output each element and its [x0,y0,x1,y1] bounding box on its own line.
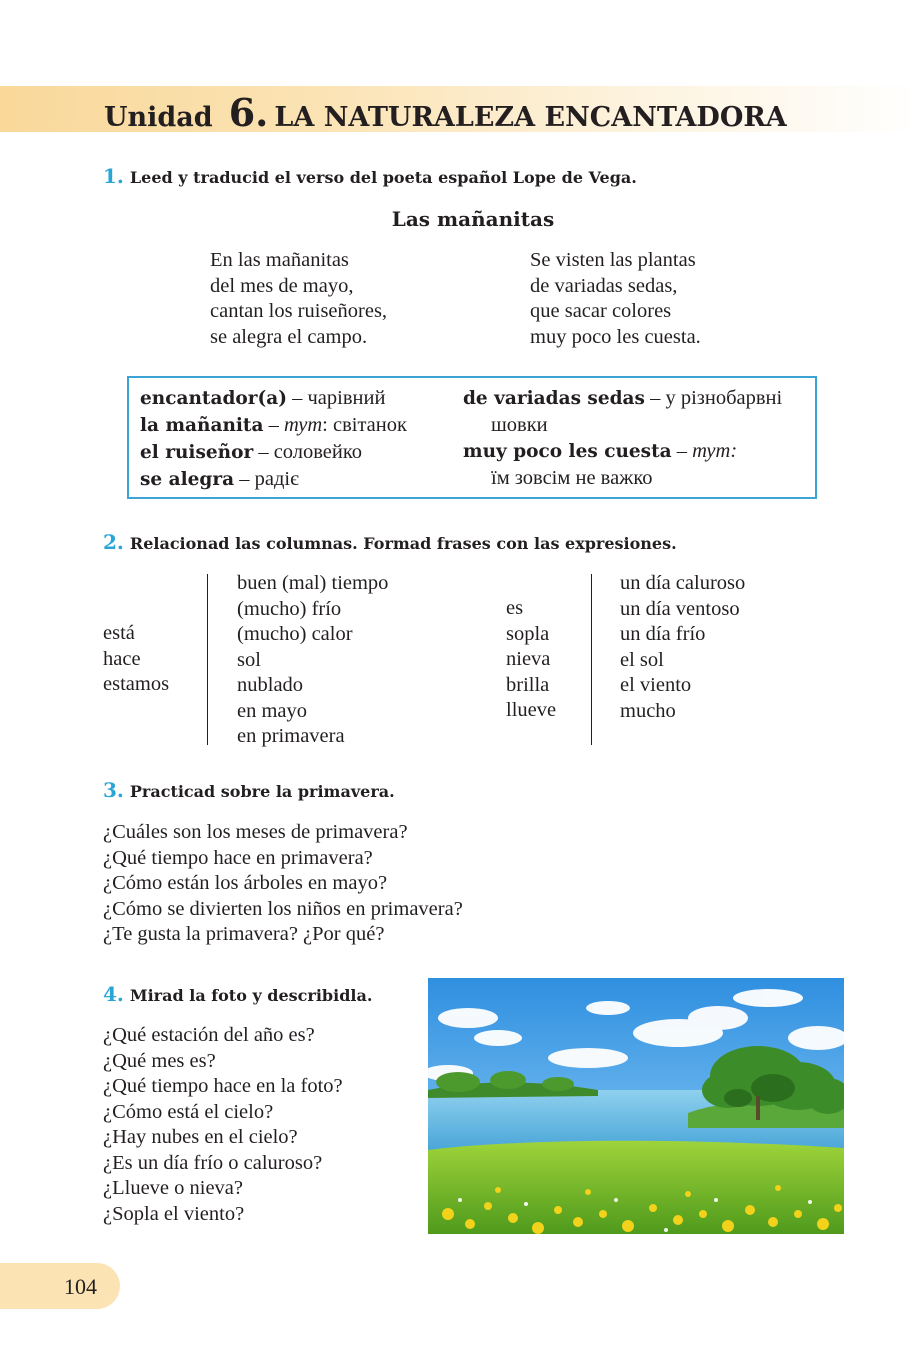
column-item: un día frío [620,623,706,645]
column-item: un día caluroso [620,572,746,594]
column-item: brilla [506,673,550,696]
task-4-heading [103,984,372,1006]
column-item: en mayo [237,699,308,722]
task-2-heading [103,532,677,554]
column-verbs-2 [506,596,556,724]
poem-line: del mes de mayo, [210,274,354,297]
spring-landscape-photo [428,978,844,1234]
column-item: está [103,622,135,644]
column-item: es [506,597,524,619]
vocab-entry: їм зовсім не важко [491,467,653,489]
column-verbs-1 [103,621,169,698]
column-expressions-1 [237,571,388,750]
question: ¿Cómo está el cielo? [103,1100,274,1123]
task-instruction: Practicad sobre la primavera. [129,782,395,801]
vocabulary-left [140,385,407,493]
task-instruction: Relacionad las columnas. Formad frases con las expresiones. [129,534,677,553]
column-item: (mucho) frío [237,597,342,620]
question: ¿Qué tiempo hace en la foto? [103,1075,343,1097]
question: ¿Llueve o nieva? [103,1177,244,1199]
unit-number: 6. [228,90,269,135]
task-instruction: Leed y traducid el verso del poeta español Lope de Vega. [129,168,637,187]
page-number: 104 [64,1274,97,1299]
poem-line: En las mañanitas [210,249,349,271]
question: ¿Sopla el viento? [103,1202,245,1225]
vocab-entry: la mañanita – тут: світанок [140,414,407,436]
task-number: 1. [103,164,124,188]
poem-stanza-right [530,248,701,350]
task-instruction: Mirad la foto y describidla. [129,986,373,1005]
column-item: el sol [620,648,664,671]
column-item: (mucho) calor [237,623,353,645]
column-item: nublado [237,674,304,696]
poem-title: Las mañanitas [391,207,555,231]
question: ¿Hay nubes en el cielo? [103,1126,298,1148]
column-item: el viento [620,674,692,696]
column-item: buen (mal) tiempo [237,572,389,594]
poem-line: muy poco les cuesta. [530,325,701,348]
vocab-entry: шовки [491,414,548,436]
column-item: estamos [103,673,170,695]
page-number-tab [0,1263,120,1309]
question: ¿Qué mes es? [103,1049,216,1072]
task-number: 2. [103,530,124,554]
poem-line: que sacar colores [530,300,672,322]
unit-name: LA NATURALEZA ENCANTADORA [274,102,787,133]
vocabulary-right [463,385,782,491]
question: ¿Cómo están los árboles en mayo? [103,872,388,894]
question: ¿Cuáles son los meses de primavera? [103,821,408,843]
task-number: 3. [103,778,124,802]
question: ¿Es un día frío o caluroso? [103,1151,323,1174]
question: ¿Te gusta la primavera? ¿Por qué? [103,923,385,945]
question: ¿Qué tiempo hace en primavera? [103,846,373,869]
vocab-entry: muy poco les cuesta – тут: [463,440,738,462]
column-item: en primavera [237,725,345,747]
question: ¿Cómo se divierten los niños en primavera? [103,897,463,920]
vocab-entry: el ruiseñor – соловейко [140,441,363,463]
task-number: 4. [103,982,124,1006]
column-item: mucho [620,699,676,722]
column-item: sol [237,648,261,671]
unit-title [104,88,787,143]
column-item: nieva [506,648,551,670]
column-expressions-2 [620,571,745,724]
unit-label: Unidad [104,102,213,133]
task-3-heading [103,780,395,802]
question: ¿Qué estación del año es? [103,1024,315,1046]
poem-line: Se visten las plantas [530,249,696,271]
poem-stanza-left [210,248,387,350]
vocab-entry: encantador(a) – чарівний [140,387,386,409]
poem-line: se alegra el campo. [210,325,368,348]
column-item: hace [103,647,141,670]
task-4-questions [103,1023,343,1227]
column-item: llueve [506,699,557,721]
task-3-questions [103,820,463,948]
vocab-entry: se alegra – радіє [140,468,299,490]
column-divider [591,574,592,745]
poem-line: cantan los ruiseñores, [210,300,388,322]
column-item: un día ventoso [620,597,740,620]
task-1-heading [103,166,637,188]
poem-line: de variadas sedas, [530,274,678,297]
column-item: sopla [506,622,550,645]
column-divider [207,574,208,745]
vocab-entry: de variadas sedas – у різнобарвні [463,387,783,409]
